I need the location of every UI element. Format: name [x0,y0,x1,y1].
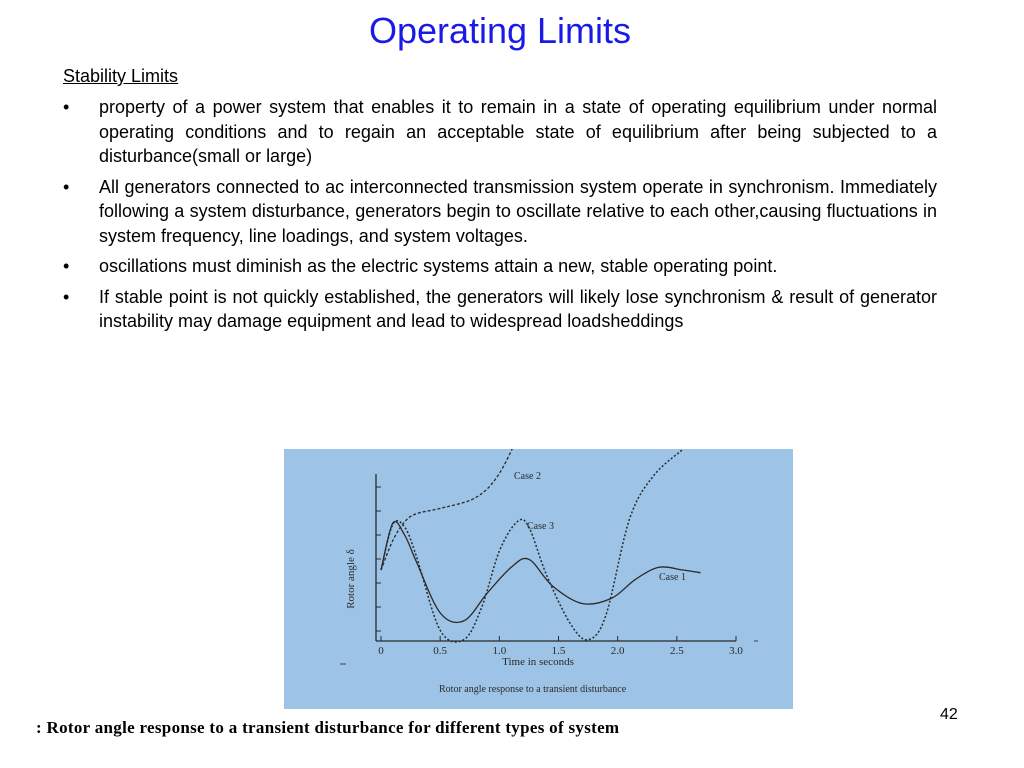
curve-case-1 [381,522,701,623]
figure-inner-caption: Rotor angle response to a transient disturbance [439,684,627,695]
curve-label-case-3: Case 3 [527,521,554,532]
rotor-angle-chart [284,449,793,709]
curve-case-2 [381,449,523,570]
figure-caption: : Rotor angle response to a transient disturbance for different types of system [36,718,620,737]
bullet-text: If stable point is not quickly established, the generators will likely lose synchronism & result of generator instability may damage equipment and lead to widespread loadsheddings [99,286,937,331]
x-tick-label: 1.0 [492,645,507,657]
rotor-angle-figure [284,449,793,709]
bullet-dot: • [63,97,70,117]
bullet-item [63,95,937,169]
x-tick-label: 0.5 [433,645,448,657]
x-axis-ticks [381,636,736,641]
bullet-text: All generators connected to ac interconnected transmission system operate in synchronism. Immediately following a system disturbance, generators begin to oscillate relative to each other,causing fluctuations in system frequency, line loadings, and system voltages. [99,176,937,246]
x-tick-label: 1.5 [551,645,566,657]
page-number: 42 [940,706,958,723]
curve-label-case-1: Case 1 [659,572,686,583]
bullet-item [63,254,937,279]
bullet-item [63,285,937,334]
y-axis-ticks [376,487,381,631]
x-tick-label: 2.5 [669,645,684,657]
x-tick-label: 3.0 [729,645,743,657]
x-axis-label: Time in seconds [502,656,574,668]
y-axis-label: Rotor angle δ [345,549,357,609]
bullet-dot: • [63,176,70,197]
x-tick-label: 0 [378,645,384,657]
bullet-item [63,175,937,249]
bullet-dot: • [63,256,70,276]
bullet-list [63,95,937,340]
bullet-dot: • [63,286,70,307]
section-subtitle: Stability Limits [63,66,179,86]
bullet-text: oscillations must diminish as the electric systems attain a new, stable operating point. [99,256,778,276]
curve-label-case-2: Case 2 [514,471,541,482]
x-tick-label: 2.0 [610,645,625,657]
slide-title: Operating Limits [368,10,632,51]
bullet-text: property of a power system that enables it to remain in a state of operating equilibrium under normal operating conditions and to regain an acceptable state of equilibrium after being subjected to a disturbance(small or large) [99,97,937,166]
